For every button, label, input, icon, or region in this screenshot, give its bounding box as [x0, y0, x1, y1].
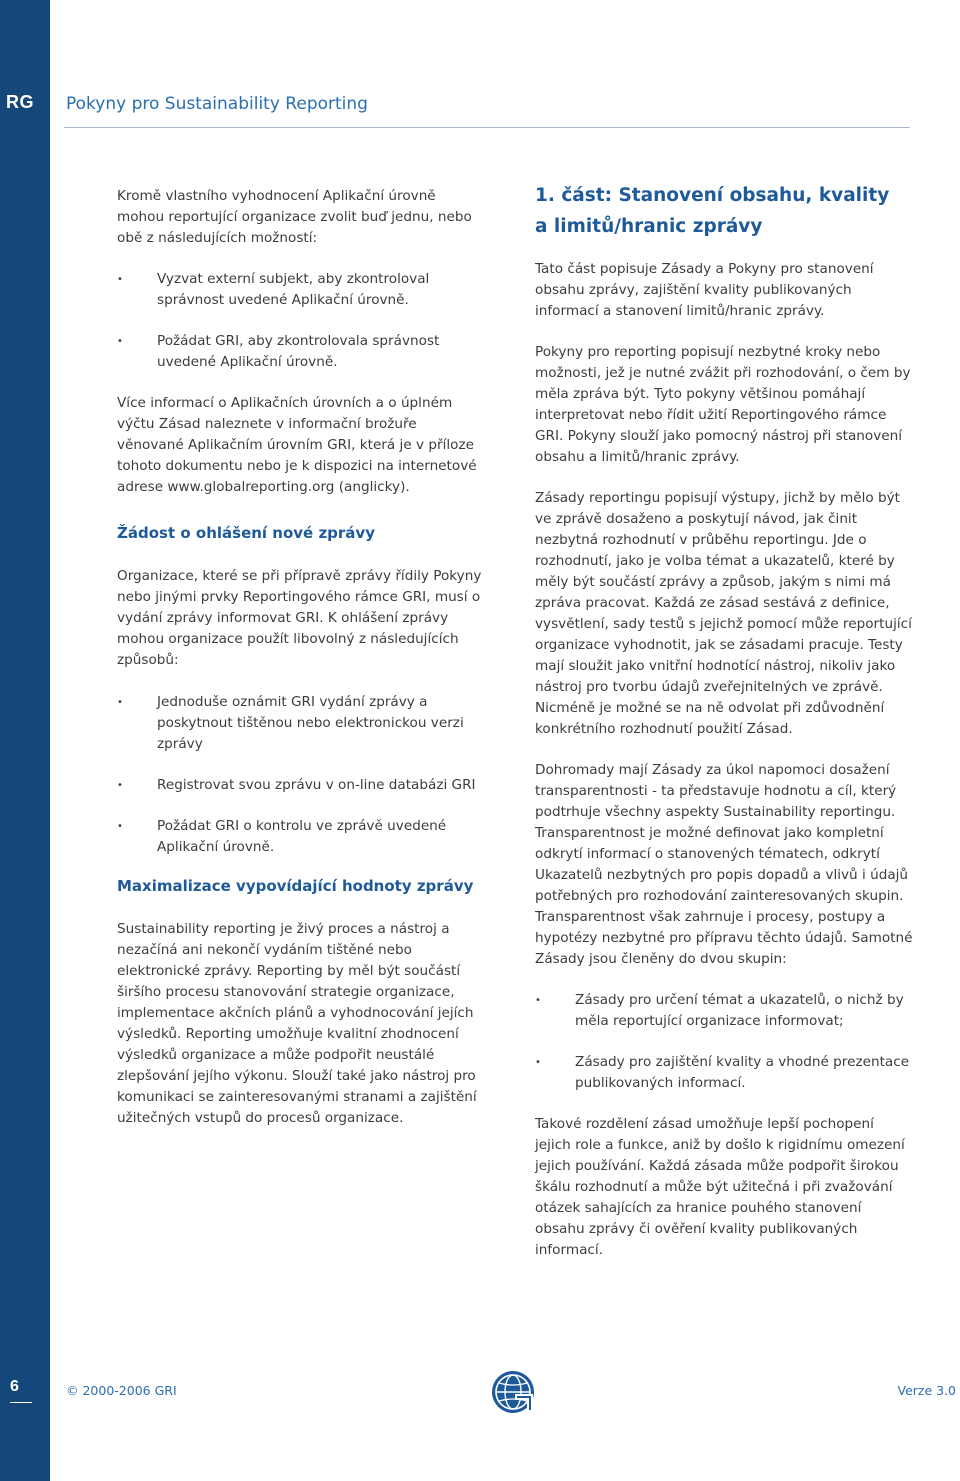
part1-heading-line2: a limitů/hranic zprávy: [535, 216, 763, 237]
list-item: • Požádat GRI, aby zkontrolovala správnost uvedené Aplikační úrovně.: [117, 331, 487, 373]
part1-paragraph-4: Dohromady mají Zásady za úkol napomoci dosažení transparentnosti - ta představuje hodnotu a cíl, který podtrhuje všechny aspekty Sustainability reportingu. Transparentnost je možné definovat jako kompletní odkrytí informací o stanovených tématech, odkrytí Ukazatelů nezbytných pro popis dopadů a vlivů i údajů potřebných pro rozhodování zainteresovaných skupin. Transparentnost však zahrnuje i procesy, postupy a hypotézy nezbytné pro přípravu těchto údajů. Samotné Zásady jsou členěny do dvou skupin:: [535, 762, 913, 967]
running-header-title: Pokyny pro Sustainability Reporting: [66, 94, 368, 114]
part1-paragraph-5: Takové rozdělení zásad umožňuje lepší pochopení jejich role a funkce, aniž by došlo k rigidnímu omezení jejich používání. Každá zásada může podpořit širokou škálu rozhodnutí a může být užitečná i při zvažování otázek sahajících za hranice pouhého stanovení obsahu zprávy či ověření kvality publikovaných informací.: [535, 1116, 905, 1258]
copyright-text: © 2000-2006 GRI: [66, 1383, 177, 1398]
part1-paragraph-1: Tato část popisuje Zásady a Pokyny pro stanovení obsahu zprávy, zajištění kvality publikovaných informací a stanovení limitů/hranic zprávy.: [535, 261, 874, 319]
list-item: • Zásady pro zajištění kvality a vhodné prezentace publikovaných informací.: [535, 1052, 913, 1094]
request-options-list: [117, 692, 487, 858]
header-divider: [64, 127, 910, 128]
options-list: [117, 269, 487, 373]
right-column: [535, 180, 913, 1261]
left-sidebar-band: [0, 0, 50, 1481]
list-item: • Požádat GRI o kontrolu ve zprávě uvedené Aplikační úrovně.: [117, 816, 487, 858]
more-info-paragraph: Více informací o Aplikačních úrovních a o úplném výčtu Zásad naleznete v informační brožuře věnované Aplikačním úrovním GRI, která je v příloze tohoto dokumentu nebo je k dispozici na internetové adrese www.globalreporting.org (anglicky).: [117, 395, 477, 495]
principle-groups-list: [535, 990, 913, 1094]
gri-globe-logo-icon: [489, 1368, 537, 1416]
part1-heading-line1: 1. část: Stanovení obsahu, kvality: [535, 185, 890, 206]
page-number-underline: [10, 1402, 32, 1403]
page-number: 6: [10, 1378, 19, 1395]
version-text: Verze 3.0: [897, 1383, 956, 1398]
list-item: • Registrovat svou zprávu v on-line databázi GRI: [117, 775, 487, 796]
request-paragraph: Organizace, které se při přípravě zprávy řídily Pokyny nebo jinými prvky Reportingového rámce GRI, musí o vydání zprávy informovat GRI. K ohlášení zprávy mohou organizace použít libovolný z následujících způsobů:: [117, 568, 482, 668]
part1-paragraph-2: Pokyny pro reporting popisují nezbytné kroky nebo možnosti, jež je nutné zvážit při rozhodování, o čem by měla zpráva být. Tyto pokyny většinou pomáhají interpretovat nebo řídit užití Reportingového rámce GRI. Pokyny slouží jako pomocný nástroj při stanovení obsahu a limitů/hranic zprávy.: [535, 344, 911, 465]
list-item: • Jednoduše oznámit GRI vydání zprávy a poskytnout tištěnou nebo elektronickou verzi zprávy: [117, 692, 487, 755]
section-badge: RG: [6, 92, 34, 112]
list-item: • Vyzvat externí subjekt, aby zkontroloval správnost uvedené Aplikační úrovně.: [117, 269, 487, 311]
intro-paragraph: Kromě vlastního vyhodnocení Aplikační úrovně mohou reportující organizace zvolit buď jednu, nebo obě z následujících možností:: [117, 188, 472, 246]
list-item: • Zásady pro určení témat a ukazatelů, o nichž by měla reportující organizace informovat;: [535, 990, 913, 1032]
maximize-heading: Maximalizace vypovídající hodnoty zprávy: [117, 877, 474, 895]
request-heading: Žádost o ohlášení nové zprávy: [117, 524, 375, 542]
left-column: [117, 186, 487, 1129]
part1-paragraph-3: Zásady reportingu popisují výstupy, jichž by mělo být ve zprávě dosaženo a poskytují návod, jak činit nezbytná rozhodnutí v průběhu reportingu. Jde o rozhodnutí, jako je volba témat a ukazatelů, které by měly být součástí zprávy a způsob, jakým s nimi má zpráva pracovat. Každá ze zásad sestává z definice, vysvětlení, sady testů s jejichž pomocí může reportující organizace vyhodnotit, jak se zásadami pracuje. Testy mají sloužit jako vnitřní hodnotící nástroj, nikoliv jako nástroj pro tvorbu údajů zveřejnitelných ve zprávě. Nicméně je možné se na ně odvolat při zdůvodnění konkrétního rozhodnutí použití Zásad.: [535, 490, 912, 737]
maximize-paragraph: Sustainability reporting je živý proces a nástroj a nezačíná ani nekončí vydáním tištěné nebo elektronické zprávy. Reporting by měl být součástí širšího procesu stanovování strategie organizace, implementace akčních plánů a vyhodnocování jejích výsledků. Reporting umožňuje kvalitní zhodnocení výsledků organizace a může podpořit neustálé zlepšování jejího výkonu. Slouží také jako nástroj pro komunikaci se zainteresovanými stranami a zajištění užitečných vstupů do procesů organizace.: [117, 921, 477, 1126]
